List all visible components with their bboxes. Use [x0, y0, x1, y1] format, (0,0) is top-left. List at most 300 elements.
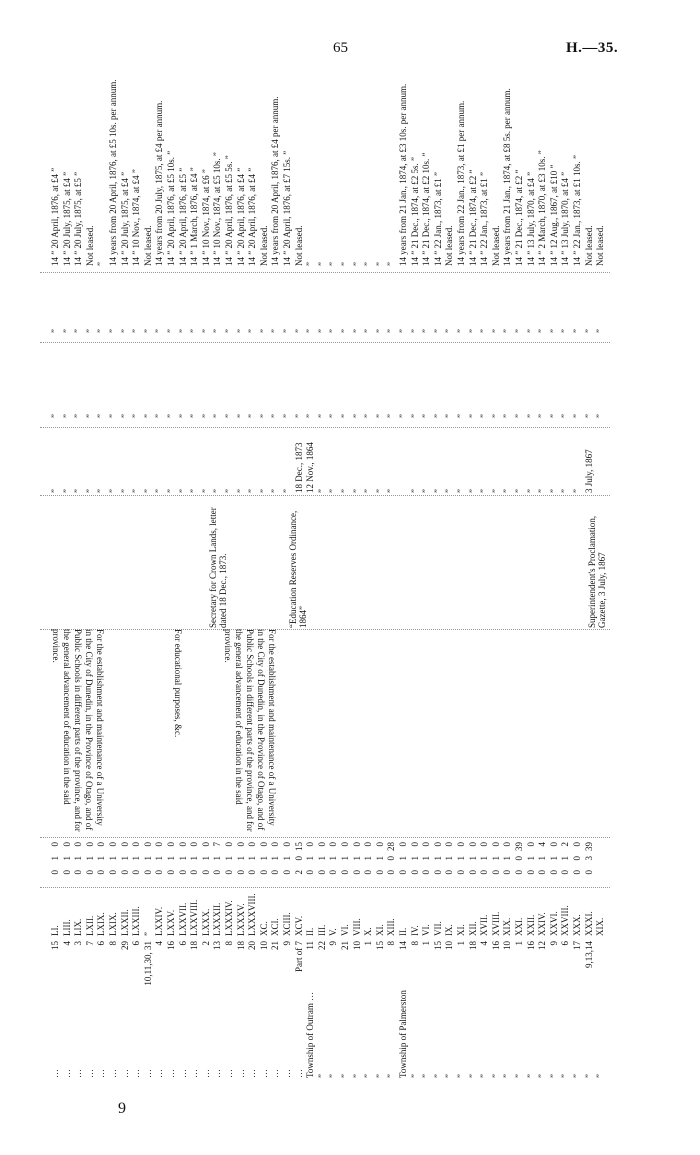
date-cell: ”	[560, 489, 571, 493]
ditto-cell: ”	[456, 329, 466, 333]
perches-cell: 0	[119, 842, 130, 847]
ditto-cell: ”	[50, 414, 60, 418]
roods-cell: 0	[572, 856, 582, 861]
table-row	[317, 73, 327, 1078]
ditto-cell: ”	[525, 329, 536, 333]
ditto-cell: ”	[595, 414, 606, 418]
location-cell: ”	[421, 1074, 432, 1078]
section-cell: 3	[73, 941, 84, 946]
block-cell: XCI.	[270, 918, 281, 936]
acres-cell: 0	[96, 870, 107, 875]
ditto-cell: ”	[479, 414, 490, 418]
ditto-cell: ”	[96, 329, 107, 333]
roods-cell: 1	[467, 856, 478, 861]
location-cell: …	[212, 1069, 223, 1078]
date-cell: ”	[572, 489, 582, 493]
ditto-cell: ”	[490, 414, 501, 418]
ditto-cell: ”	[96, 414, 107, 418]
lease-term-cell: 14 ” 10 Nov., 1874, at £4 ”	[131, 169, 142, 266]
roods-cell: 1	[212, 856, 223, 861]
roods-cell: 1	[200, 856, 211, 861]
lease-term-cell: 14 ” 20 April, 1876, at £4 ”	[50, 167, 60, 266]
block-cell: XI.	[374, 924, 385, 936]
table-row	[108, 73, 118, 1078]
ditto-cell: ”	[548, 329, 559, 333]
perches-cell: 2	[560, 842, 571, 847]
location-cell: ”	[374, 1074, 385, 1078]
table-row	[549, 73, 559, 1078]
purpose-text: For educational purposes, &c.	[173, 629, 183, 738]
acres-cell: 0	[548, 870, 559, 875]
ditto-cell: ”	[432, 329, 443, 333]
location-cell: Township of Outram …	[305, 991, 316, 1078]
ditto-cell: ”	[270, 329, 281, 333]
ditto-cell: ”	[316, 329, 327, 333]
ditto-cell: ”	[398, 329, 408, 333]
section-cell: 10	[502, 941, 513, 950]
date-cell: ”	[444, 489, 455, 493]
perches-cell: 0	[73, 842, 84, 847]
date-cell: ”	[514, 489, 524, 493]
perches-cell: 0	[235, 842, 246, 847]
ditto-cell: ”	[84, 329, 95, 333]
table-row	[131, 73, 141, 1078]
location-cell: ”	[572, 1074, 582, 1078]
table-row	[375, 73, 385, 1078]
roods-cell: 1	[235, 856, 246, 861]
perches-cell: 0	[50, 842, 60, 847]
roods-cell: 1	[84, 856, 95, 861]
section-cell: 8	[224, 941, 234, 946]
section-cell: 18	[235, 941, 246, 950]
acres-cell: 0	[258, 870, 269, 875]
table-row	[73, 73, 83, 1078]
date-cell: 3 July, 1867	[583, 449, 594, 493]
ditto-cell: ”	[282, 329, 292, 333]
ditto-cell: ”	[548, 414, 559, 418]
ditto-cell: ”	[119, 414, 130, 418]
acres-cell: 0	[61, 870, 72, 875]
lease-term-cell: 14 ” 22 Jan., 1873, at £1 ”	[479, 172, 490, 266]
perches-cell: 0	[247, 842, 258, 847]
roods-cell: 1	[258, 856, 269, 861]
location-cell: ”	[502, 1074, 513, 1078]
ditto-cell: ”	[409, 329, 420, 333]
ditto-cell: ”	[572, 414, 582, 418]
perches-cell: 0	[398, 842, 408, 847]
ditto-cell: ”	[84, 414, 95, 418]
table-row	[143, 73, 153, 1078]
section-cell: 8	[108, 941, 118, 946]
perches-cell: 0	[467, 842, 478, 847]
ditto-cell: ”	[247, 414, 258, 418]
perches-cell: 28	[386, 842, 397, 851]
perches-cell: 0	[374, 842, 385, 847]
acres-cell: 0	[154, 870, 165, 875]
block-cell: LXXXVIII.	[247, 893, 258, 936]
location-cell: …	[200, 1069, 211, 1078]
page-number: 65	[333, 40, 348, 56]
acres-cell: 0	[328, 870, 339, 875]
date-cell: ”	[479, 489, 490, 493]
block-cell: XCIII.	[282, 912, 292, 936]
ditto-cell: ”	[224, 329, 234, 333]
ditto-cell: ”	[154, 414, 165, 418]
roods-cell: 1	[560, 856, 571, 861]
location-cell: ”	[351, 1074, 362, 1078]
ditto-cell: ”	[316, 414, 327, 418]
roods-cell: 1	[96, 856, 107, 861]
perches-cell: 0	[548, 842, 559, 847]
location-cell: ”	[363, 1074, 374, 1078]
acres-cell: 0	[502, 870, 513, 875]
ditto-cell: ”	[467, 329, 478, 333]
location-cell: ”	[340, 1074, 350, 1078]
acres-cell: 0	[583, 870, 594, 875]
lease-term-cell: Not leased.	[490, 225, 501, 266]
lease-term-cell: 14 ” 20 April, 1876, at £5 ”	[177, 167, 188, 266]
ditto-cell: ”	[328, 414, 339, 418]
ditto-cell: ”	[305, 329, 316, 333]
printer-signature: 9	[118, 1100, 126, 1117]
ditto-cell: ”	[61, 329, 72, 333]
perches-cell: 0	[316, 842, 327, 847]
roods-cell: 1	[340, 856, 350, 861]
perches-cell: 0	[432, 842, 443, 847]
date-cell: ”	[119, 489, 130, 493]
section-cell: 8	[409, 941, 420, 946]
roods-cell: 1	[502, 856, 513, 861]
ditto-cell: ”	[514, 329, 524, 333]
authority-text: Superintendent's Proclamation, Gazette, 3 July, 1867	[587, 515, 607, 628]
block-cell: LXXXII.	[212, 902, 223, 936]
section-cell: 21	[270, 941, 281, 950]
block-cell: XXIV.	[537, 912, 548, 936]
location-cell: ”	[479, 1074, 490, 1078]
acres-cell: 0	[479, 870, 490, 875]
table-row	[96, 73, 106, 1078]
date-cell: ”	[316, 489, 327, 493]
section-cell: 12	[537, 941, 548, 950]
table-row	[572, 73, 582, 1078]
block-cell: X.	[363, 927, 374, 936]
date-cell: ”	[96, 489, 107, 493]
section-cell: 17	[572, 941, 582, 950]
block-cell: LXXV.	[166, 909, 176, 936]
table-row	[340, 73, 350, 1078]
section-cell: 8	[386, 941, 397, 946]
block-cell: VIII.	[351, 918, 362, 936]
section-cell: 22	[316, 941, 327, 950]
roods-cell: 1	[119, 856, 130, 861]
acres-cell: 0	[316, 870, 327, 875]
ditto-cell: ”	[305, 414, 316, 418]
ditto-cell: ”	[525, 414, 536, 418]
location-cell: …	[293, 1069, 304, 1078]
location-cell: ”	[432, 1074, 443, 1078]
document-reference: H.—35.	[566, 40, 619, 56]
location-cell: …	[154, 1069, 165, 1078]
date-cell: ”	[61, 489, 72, 493]
location-cell: …	[84, 1069, 95, 1078]
table-row	[236, 73, 246, 1078]
table-row	[166, 73, 176, 1078]
ditto-cell: ”	[224, 414, 234, 418]
lease-term-cell: 14 ” 12 Aug., 1867, at £10 ”	[548, 164, 559, 266]
ditto-cell: ”	[456, 414, 466, 418]
block-cell: IV.	[409, 925, 420, 936]
ditto-cell: ”	[73, 329, 84, 333]
block-cell: XIX.	[502, 917, 513, 936]
ditto-cell: ”	[398, 414, 408, 418]
lease-term-cell: ”	[316, 262, 327, 266]
roods-cell: 1	[398, 856, 408, 861]
date-cell: ”	[212, 489, 223, 493]
acres-cell: 0	[50, 870, 60, 875]
roods-cell: 1	[142, 856, 153, 861]
table-row	[584, 73, 594, 1078]
date-cell: ”	[50, 489, 60, 493]
lease-term-cell: 14 years from 20 July, 1875, at £4 per annum.	[154, 100, 165, 266]
lease-term-cell: 14 ” 20 July, 1875, at £4 ”	[119, 171, 130, 266]
ditto-cell: ”	[490, 329, 501, 333]
lease-term-cell: Not leased.	[84, 225, 95, 266]
lease-term-cell: 14 years from 20 April, 1876, at £4 per annum.	[270, 96, 281, 266]
lease-term-cell: Not leased.	[444, 225, 455, 266]
acres-cell: 0	[456, 870, 466, 875]
block-cell: XIX.	[595, 917, 606, 936]
acres-cell: 0	[374, 870, 385, 875]
perches-cell: 0	[200, 842, 211, 847]
ditto-cell: ”	[467, 414, 478, 418]
roods-cell: 1	[432, 856, 443, 861]
ditto-cell: ”	[560, 329, 571, 333]
date-cell: ”	[409, 489, 420, 493]
table-row	[189, 73, 199, 1078]
lease-term-cell: 14 years from 21 Jan., 1874, at £3 10s. per annum.	[398, 83, 408, 266]
ditto-cell: ”	[200, 414, 211, 418]
lease-term-cell: ”	[340, 262, 350, 266]
ditto-cell: ”	[142, 414, 153, 418]
acres-cell: 0	[340, 870, 350, 875]
ditto-cell: ”	[386, 329, 397, 333]
roods-cell: 1	[363, 856, 374, 861]
lease-term-cell: 14 years from 20 April, 1876, at £5 10s. per annum.	[108, 79, 118, 266]
table-row	[410, 73, 420, 1078]
table-row	[328, 73, 338, 1078]
ditto-cell: ”	[502, 414, 513, 418]
perches-cell: 0	[363, 842, 374, 847]
perches-cell: 0	[154, 842, 165, 847]
acres-cell: 0	[224, 870, 234, 875]
perches-cell: 0	[409, 842, 420, 847]
perches-cell: 4	[537, 842, 548, 847]
roods-cell: 1	[316, 856, 327, 861]
ditto-cell: ”	[166, 414, 176, 418]
ditto-cell: ”	[235, 329, 246, 333]
lease-term-cell: 14 ” 20 April, 1876, at £4 ”	[235, 167, 246, 266]
ditto-cell: ”	[166, 329, 176, 333]
date-cell: ”	[84, 489, 95, 493]
perches-cell: 0	[479, 842, 490, 847]
acres-cell: 0	[572, 870, 582, 875]
lease-term-cell: 14 years from 22 Jan., 1873, at £1 per annum.	[456, 100, 466, 266]
perches-cell: 0	[351, 842, 362, 847]
table-body	[40, 73, 610, 1078]
lease-term-cell: Not leased.	[583, 225, 594, 266]
lease-term-cell: 14 ” 2 March, 1870, at £3 10s. ”	[537, 150, 548, 266]
table-row	[421, 73, 431, 1078]
section-cell: 21	[340, 941, 350, 950]
roods-cell: 1	[73, 856, 84, 861]
lease-term-cell: Not leased.	[142, 225, 153, 266]
roods-cell: 3	[583, 856, 594, 861]
lease-term-cell: 14 ” 13 July, 1870, at £4 ”	[525, 171, 536, 266]
acres-cell: 0	[351, 870, 362, 875]
acres-cell: 0	[247, 870, 258, 875]
location-cell: …	[73, 1069, 84, 1078]
ditto-cell: ”	[514, 414, 524, 418]
block-cell: VII.	[432, 921, 443, 936]
acres-cell: 0	[305, 870, 316, 875]
table-row	[537, 73, 547, 1078]
roods-cell: 1	[525, 856, 536, 861]
location-cell: ”	[316, 1074, 327, 1078]
perches-cell: 0	[456, 842, 466, 847]
location-cell: …	[119, 1069, 130, 1078]
section-cell: 16	[490, 941, 501, 950]
perches-cell: 0	[525, 842, 536, 847]
table-row	[398, 73, 408, 1078]
acres-cell: 0	[514, 870, 524, 875]
perches-cell: 0	[444, 842, 455, 847]
perches-cell: 39	[583, 842, 594, 851]
ditto-cell: ”	[363, 329, 374, 333]
section-cell: 10	[351, 941, 362, 950]
ditto-cell: ”	[340, 329, 350, 333]
ditto-cell: ”	[595, 329, 606, 333]
section-cell: 4	[61, 941, 72, 946]
acres-cell: 0	[108, 870, 118, 875]
location-cell: ”	[514, 1074, 524, 1078]
block-cell: VI.	[421, 924, 432, 936]
table-row	[456, 73, 466, 1078]
lease-term-cell: ”	[374, 262, 385, 266]
date-cell: ”	[351, 489, 362, 493]
roods-cell: 1	[189, 856, 200, 861]
location-cell: Township of Palmerston	[398, 990, 408, 1078]
date-cell: ”	[386, 489, 397, 493]
perches-cell: 39	[514, 842, 524, 851]
roods-cell: 1	[50, 856, 60, 861]
perches-cell: 0	[84, 842, 95, 847]
perches-cell: 0	[177, 842, 188, 847]
location-cell: ”	[467, 1074, 478, 1078]
roods-cell: 1	[166, 856, 176, 861]
date-cell: ”	[131, 489, 142, 493]
perches-cell: 0	[502, 842, 513, 847]
section-cell: 10	[444, 941, 455, 950]
ditto-cell: ”	[537, 414, 548, 418]
ditto-cell: ”	[432, 414, 443, 418]
date-cell: ”	[548, 489, 559, 493]
acres-cell: 0	[386, 870, 397, 875]
date-cell: ”	[282, 489, 292, 493]
lease-term-cell: Not leased.	[595, 225, 606, 266]
acres-cell: 0	[421, 870, 432, 875]
acres-cell: 0	[363, 870, 374, 875]
date-cell: ”	[189, 489, 200, 493]
table-row	[178, 73, 188, 1078]
date-cell: ”	[340, 489, 350, 493]
ditto-cell: ”	[363, 414, 374, 418]
acres-cell: 0	[409, 870, 420, 875]
block-cell: LXIX.	[108, 912, 118, 936]
acres-cell: 2	[293, 870, 304, 875]
date-cell: 12 Nov., 1864	[305, 442, 316, 493]
date-cell: ”	[247, 489, 258, 493]
section-cell: 1	[363, 941, 374, 946]
roods-cell: 0	[386, 856, 397, 861]
ditto-cell: ”	[177, 414, 188, 418]
roods-cell: 1	[305, 856, 316, 861]
date-cell: ”	[363, 489, 374, 493]
ditto-cell: ”	[258, 329, 269, 333]
table-row	[259, 73, 269, 1078]
roods-cell: 1	[351, 856, 362, 861]
roods-cell: 1	[61, 856, 72, 861]
location-cell: …	[177, 1069, 188, 1078]
location-cell: …	[131, 1069, 142, 1078]
ditto-cell: ”	[444, 329, 455, 333]
acres-cell: 0	[84, 870, 95, 875]
authority-text: “Education Reserves Ordinance, 1864”	[288, 510, 308, 628]
ditto-cell: ”	[235, 414, 246, 418]
location-cell: …	[235, 1069, 246, 1078]
table-row	[560, 73, 570, 1078]
perches-cell: 0	[421, 842, 432, 847]
ditto-cell: ”	[108, 414, 118, 418]
ditto-cell: ”	[177, 329, 188, 333]
block-cell: LXXX.	[200, 908, 211, 936]
location-cell: …	[50, 1069, 60, 1078]
section-cell: 15	[374, 941, 385, 950]
table-row	[282, 73, 292, 1078]
section-cell: 1	[456, 941, 466, 946]
block-cell: LXXVIII.	[189, 899, 200, 936]
location-cell: …	[166, 1069, 176, 1078]
acres-cell: 0	[560, 870, 571, 875]
location-cell: …	[142, 1069, 153, 1078]
perches-cell: 0	[108, 842, 118, 847]
perches-cell: 0	[328, 842, 339, 847]
block-cell: LXXXIV.	[224, 900, 234, 936]
location-cell: ”	[409, 1074, 420, 1078]
section-cell: 20	[247, 941, 258, 950]
table-row	[270, 73, 280, 1078]
lease-term-cell: 14 ” 20 July, 1875, at £4 ”	[61, 171, 72, 266]
ditto-cell: ”	[212, 329, 223, 333]
table-row	[154, 73, 164, 1078]
location-cell: …	[258, 1069, 269, 1078]
block-cell: XXX.	[572, 914, 582, 936]
acres-cell: 0	[131, 870, 142, 875]
perches-cell: 0	[189, 842, 200, 847]
acres-cell: 0	[166, 870, 176, 875]
lease-term-cell: 14 ” 21 Dec., 1874, at £2 5s. ”	[409, 157, 420, 266]
location-cell: ”	[444, 1074, 455, 1078]
table-row	[212, 73, 222, 1078]
